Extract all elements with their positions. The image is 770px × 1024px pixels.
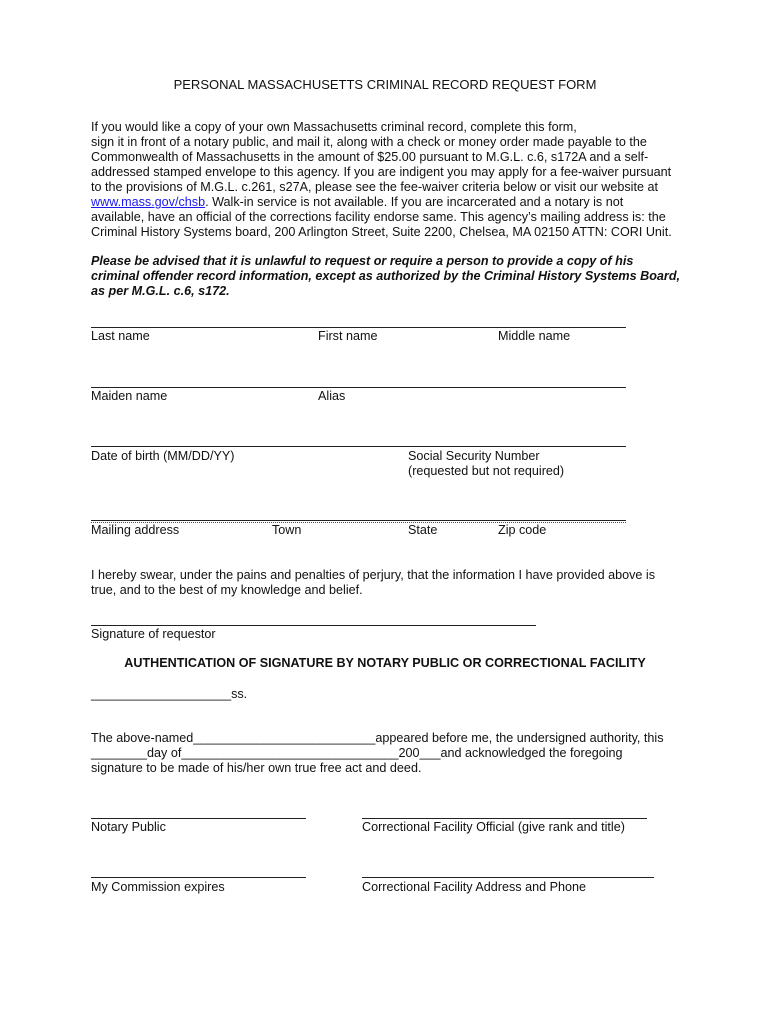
intro-line: available, have an official of the corrections facility endorse same. This agency’s mailing address is: the bbox=[91, 210, 666, 224]
warning-line: as per M.G.L. c.6, s172. bbox=[91, 284, 230, 298]
correctional-address-label: Correctional Facility Address and Phone bbox=[362, 880, 587, 894]
notary-public-line[interactable] bbox=[91, 818, 306, 819]
unlawful-warning bbox=[91, 254, 680, 299]
ssn-label: Social Security Number bbox=[408, 449, 540, 463]
intro-paragraph bbox=[91, 120, 691, 240]
dob-label: Date of birth (MM/DD/YY) bbox=[91, 449, 235, 463]
intro-line: Commonwealth of Massachusetts in the amount of $25.00 pursuant to M.G.L. c.6, s172A and a self- bbox=[91, 150, 649, 164]
chsb-website-link[interactable]: www.mass.gov/chsb bbox=[91, 195, 206, 209]
middle-name-label: Middle name bbox=[498, 329, 571, 343]
correctional-official-line[interactable] bbox=[362, 818, 647, 819]
mailing-address-label: Mailing address bbox=[91, 523, 180, 537]
commission-expires-line[interactable] bbox=[91, 877, 306, 878]
statement-line: I hereby swear, under the pains and penalties of perjury, that the information I have provided above is bbox=[91, 568, 656, 582]
address-line[interactable] bbox=[91, 520, 626, 521]
statement-line: The above-named__________________________appeared before me, the undersigned authority, this bbox=[91, 731, 664, 745]
signature-line[interactable] bbox=[91, 625, 536, 626]
intro-line: addressed stamped envelope to this agency. If you are indigent you may apply for a fee-waiver pursuant bbox=[91, 165, 672, 179]
intro-line: to the provisions of M.G.L. c.261, s27A, please see the fee-waiver criteria below or visit our website at bbox=[91, 180, 658, 194]
zip-code-label: Zip code bbox=[498, 523, 547, 537]
correctional-official-label: Correctional Facility Official (give rank and title) bbox=[362, 820, 625, 834]
intro-line bbox=[91, 195, 691, 210]
correctional-address-line[interactable] bbox=[362, 877, 654, 878]
notary-statement bbox=[91, 731, 664, 776]
alias-label: Alias bbox=[318, 389, 346, 403]
ss-line[interactable]: ____________________ss. bbox=[91, 687, 248, 701]
form-title: PERSONAL MASSACHUSETTS CRIMINAL RECORD REQUEST FORM bbox=[173, 77, 597, 92]
warning-line: criminal offender record information, except as authorized by the Criminal History Systems Board, bbox=[91, 269, 681, 283]
state-label: State bbox=[408, 523, 438, 537]
warning-line: Please be advised that it is unlawful to request or require a person to provide a copy of his bbox=[91, 254, 634, 268]
last-name-label: Last name bbox=[91, 329, 150, 343]
intro-line: sign it in front of a notary public, and mail it, along with a check or money order made payable to the bbox=[91, 135, 647, 149]
commission-expires-label: My Commission expires bbox=[91, 880, 225, 894]
notary-public-label: Notary Public bbox=[91, 820, 166, 834]
town-label: Town bbox=[272, 523, 302, 537]
authentication-heading: AUTHENTICATION OF SIGNATURE BY NOTARY PUBLIC OR CORRECTIONAL FACILITY bbox=[124, 656, 646, 670]
intro-line-rest: . Walk-in service is not available. If you are incarcerated and a notary is not bbox=[205, 195, 624, 209]
maiden-name-label: Maiden name bbox=[91, 389, 168, 403]
ssn-note: (requested but not required) bbox=[408, 464, 565, 478]
name-line[interactable] bbox=[91, 327, 626, 328]
signature-label: Signature of requestor bbox=[91, 627, 216, 641]
intro-line: Criminal History Systems board, 200 Arlington Street, Suite 2200, Chelsea, MA 02150 ATTN: CORI Unit. bbox=[91, 225, 672, 239]
statement-line: ________day of_______________________________200___and acknowledged the foregoing bbox=[91, 746, 623, 760]
maiden-alias-line[interactable] bbox=[91, 387, 626, 388]
perjury-statement bbox=[91, 568, 655, 598]
statement-line: signature to be made of his/her own true free act and deed. bbox=[91, 761, 422, 775]
dob-ssn-line[interactable] bbox=[91, 446, 626, 447]
first-name-label: First name bbox=[318, 329, 378, 343]
statement-line: true, and to the best of my knowledge and belief. bbox=[91, 583, 363, 597]
intro-line: If you would like a copy of your own Massachusetts criminal record, complete this form, bbox=[91, 120, 577, 134]
